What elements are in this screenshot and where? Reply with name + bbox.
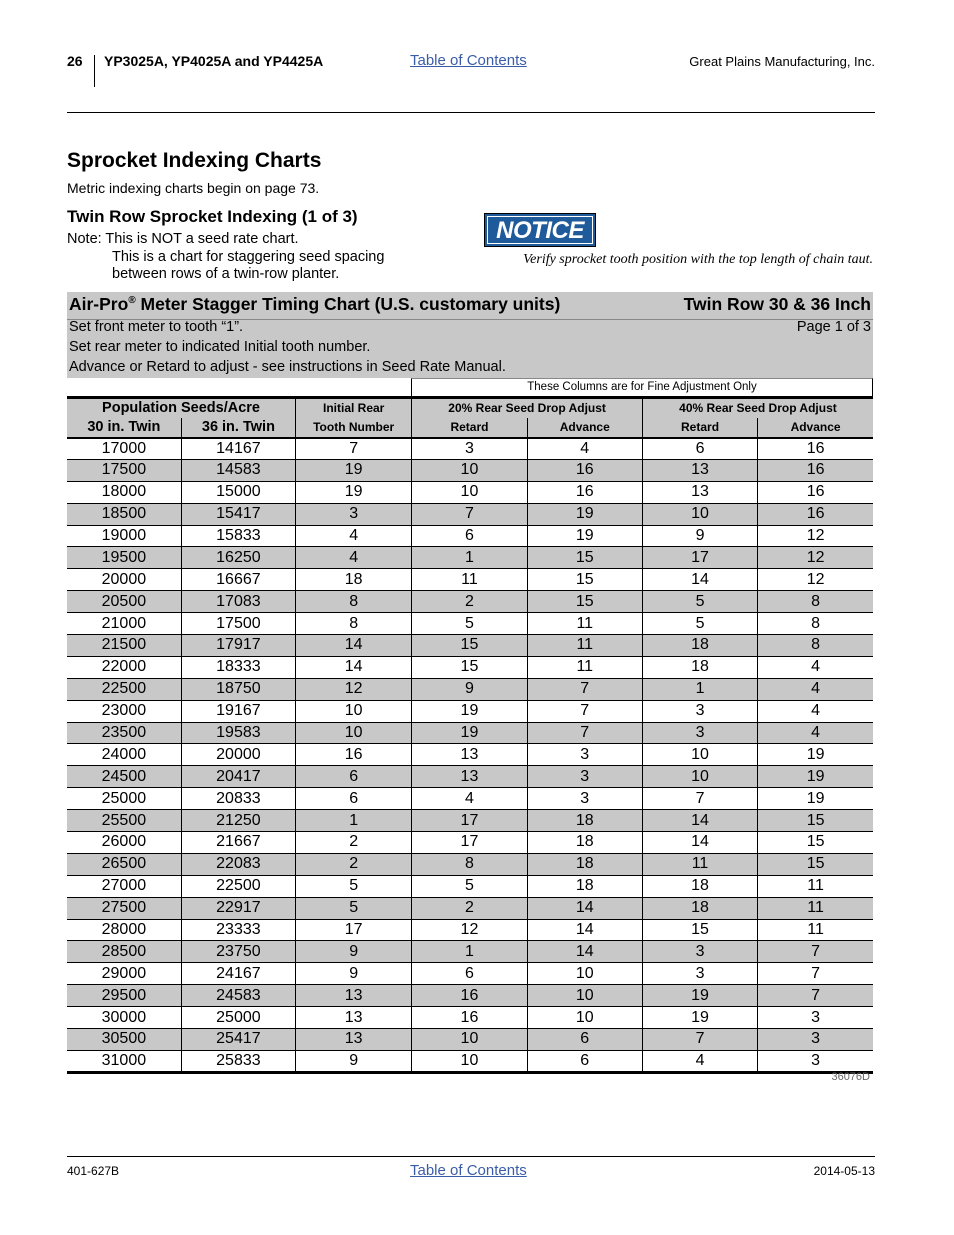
notice-text: Verify sprocket tooth position with the top length of chain taut. [523,252,873,267]
advance-20-cell: 10 [527,1007,642,1029]
advance-20-cell: 11 [527,613,642,635]
pop-30-cell: 23000 [67,700,181,722]
chart-instruction-2: Set rear meter to indicated Initial tooth number. [69,339,371,355]
retard-20-cell: 16 [412,1007,527,1029]
initial-tooth-cell: 17 [296,919,412,941]
retard-40-cell: 13 [642,481,757,503]
advance-40-cell: 15 [758,853,873,875]
pop-30-cell: 30000 [67,1007,181,1029]
footer-doc-number: 401-627B [67,1164,120,1178]
retard-20-cell: 10 [412,1050,527,1072]
retard-20-cell: 10 [412,1029,527,1051]
retard-40-cell: 14 [642,810,757,832]
table-row [67,525,873,547]
initial-tooth-cell: 4 [296,525,412,547]
advance-20-cell: 19 [527,525,642,547]
table-row [67,810,873,832]
retard-20-cell: 16 [412,985,527,1007]
retard-20-cell: 15 [412,656,527,678]
initial-tooth-cell: 3 [296,503,412,525]
retard-20-cell: 17 [412,832,527,854]
pop-30-cell: 29500 [67,985,181,1007]
pop-36-cell: 15833 [181,525,295,547]
table-row [67,1007,873,1029]
advance-40-cell: 11 [758,875,873,897]
chart-page-indicator: Page 1 of 3 [796,319,871,335]
pop-30-cell: 17000 [67,438,181,460]
table-row [67,853,873,875]
advance-20-cell: 3 [527,788,642,810]
retard-20-cell: 6 [412,963,527,985]
pop-36-cell: 22917 [181,897,295,919]
note-line: Note: This is NOT a seed rate chart. [67,231,299,247]
initial-tooth-cell: 2 [296,832,412,854]
advance-40-cell: 7 [758,941,873,963]
notice-badge [484,213,596,247]
advance-40-cell: 8 [758,635,873,657]
table-row [67,875,873,897]
population-header: Population Seeds/Acre [67,398,296,418]
note-block [67,231,384,284]
pop-36-cell: 21250 [181,810,295,832]
advance-40-cell: 12 [758,547,873,569]
pop-36-cell: 24583 [181,985,295,1007]
advance-20-cell: 7 [527,700,642,722]
table-row [67,438,873,460]
pop-30-cell: 21500 [67,635,181,657]
retard-40-cell: 10 [642,744,757,766]
adjust-20-header: 20% Rear Seed Drop Adjust [412,398,643,418]
initial-tooth-cell: 13 [296,1029,412,1051]
retard-20-cell: 2 [412,591,527,613]
advance-20-cell: 15 [527,547,642,569]
pop-30-cell: 25500 [67,810,181,832]
footer-toc-link[interactable]: Table of Contents [410,1162,527,1179]
pop-36-cell: 21667 [181,832,295,854]
retard-40-cell: 3 [642,700,757,722]
table-row [67,744,873,766]
pop-36-cell: 25833 [181,1050,295,1072]
advance-20-cell: 18 [527,810,642,832]
pop-36-cell: 17083 [181,591,295,613]
table-row [67,1029,873,1051]
advance-40-cell: 7 [758,963,873,985]
advance-20-cell: 10 [527,963,642,985]
advance-40-cell: 3 [758,1050,873,1072]
header-divider [94,55,95,87]
pop-36-cell: 22083 [181,853,295,875]
advance-20-cell: 6 [527,1029,642,1051]
advance-20-cell: 19 [527,503,642,525]
retard-40-cell: 14 [642,832,757,854]
retard-40-cell: 17 [642,547,757,569]
subsection-title: Twin Row Sprocket Indexing (1 of 3) [67,207,358,226]
retard-40-cell: 10 [642,766,757,788]
retard-40-cell: 5 [642,613,757,635]
initial-tooth-cell: 14 [296,635,412,657]
retard-20-cell: 7 [412,503,527,525]
table-row [67,547,873,569]
table-row [67,678,873,700]
adjust-40-header: 40% Rear Seed Drop Adjust [642,398,873,418]
retard-40-cell: 6 [642,438,757,460]
table-row [67,1050,873,1072]
pop-30-cell: 28500 [67,941,181,963]
chart-title-right: Twin Row 30 & 36 Inch [683,294,871,314]
pop-36-cell: 20833 [181,788,295,810]
table-body [67,438,873,1073]
advance-20-cell: 11 [527,656,642,678]
table-row [67,985,873,1007]
initial-tooth-cell: 19 [296,481,412,503]
initial-tooth-cell: 4 [296,547,412,569]
initial-tooth-cell: 13 [296,985,412,1007]
pop-30-cell: 22000 [67,656,181,678]
advance-40-cell: 7 [758,985,873,1007]
retard-40-header: Retard [642,418,757,438]
pop-36-cell: 16250 [181,547,295,569]
table-row [67,700,873,722]
retard-20-cell: 3 [412,438,527,460]
advance-20-cell: 3 [527,766,642,788]
advance-20-cell: 4 [527,438,642,460]
table-row [67,897,873,919]
table-row [67,722,873,744]
pop-30-cell: 27000 [67,875,181,897]
retard-20-cell: 5 [412,613,527,635]
retard-40-cell: 19 [642,985,757,1007]
retard-40-cell: 3 [642,722,757,744]
retard-20-cell: 12 [412,919,527,941]
retard-40-cell: 1 [642,678,757,700]
retard-40-cell: 18 [642,635,757,657]
pop-30-cell: 26000 [67,832,181,854]
footer-date: 2014-05-13 [813,1164,875,1178]
advance-20-cell: 16 [527,481,642,503]
retard-40-cell: 18 [642,656,757,678]
initial-tooth-cell: 10 [296,722,412,744]
retard-40-cell: 5 [642,591,757,613]
initial-tooth-cell: 1 [296,810,412,832]
table-row [67,481,873,503]
initial-tooth-cell: 14 [296,656,412,678]
retard-40-cell: 14 [642,569,757,591]
retard-40-cell: 3 [642,963,757,985]
advance-40-cell: 8 [758,613,873,635]
initial-tooth-cell: 9 [296,1050,412,1072]
advance-40-cell: 15 [758,832,873,854]
table-row [67,788,873,810]
initial-tooth-cell: 8 [296,591,412,613]
chart-instruction-3: Advance or Retard to adjust - see instructions in Seed Rate Manual. [69,359,506,375]
pop-30-cell: 22500 [67,678,181,700]
advance-20-cell: 18 [527,875,642,897]
advance-40-cell: 4 [758,722,873,744]
initial-tooth-cell: 13 [296,1007,412,1029]
retard-20-cell: 17 [412,810,527,832]
pop-36-cell: 23750 [181,941,295,963]
retard-40-cell: 4 [642,1050,757,1072]
intro-text: Metric indexing charts begin on page 73. [67,180,320,196]
pop-36-cell: 20000 [181,744,295,766]
initial-tooth-cell: 7 [296,438,412,460]
advance-40-cell: 19 [758,744,873,766]
initial-tooth-cell: 5 [296,897,412,919]
pop-36-cell: 14167 [181,438,295,460]
advance-40-cell: 16 [758,481,873,503]
advance-40-cell: 16 [758,438,873,460]
advance-20-cell: 14 [527,941,642,963]
table-row [67,613,873,635]
retard-20-cell: 4 [412,788,527,810]
retard-20-cell: 15 [412,635,527,657]
initial-rear-header-1: Initial Rear [296,398,412,418]
pop-30-cell: 31000 [67,1050,181,1072]
advance-20-cell: 15 [527,569,642,591]
chart-header [67,292,873,378]
retard-40-cell: 7 [642,1029,757,1051]
advance-40-cell: 19 [758,766,873,788]
advance-40-cell: 16 [758,459,873,481]
initial-tooth-cell: 18 [296,569,412,591]
initial-tooth-cell: 6 [296,766,412,788]
pop-30-cell: 17500 [67,459,181,481]
registered-mark: ® [128,295,136,307]
pop-36-cell: 25417 [181,1029,295,1051]
advance-20-cell: 7 [527,678,642,700]
advance-40-cell: 16 [758,503,873,525]
table-row [67,941,873,963]
retard-20-cell: 5 [412,875,527,897]
note-line: This is a chart for staggering seed spacing [112,248,385,265]
retard-40-cell: 19 [642,1007,757,1029]
retard-20-cell: 1 [412,941,527,963]
retard-20-cell: 9 [412,678,527,700]
table-row [67,766,873,788]
pop-36-cell: 24167 [181,963,295,985]
pop-30-cell: 28000 [67,919,181,941]
pop-30-cell: 18500 [67,503,181,525]
initial-tooth-cell: 6 [296,788,412,810]
retard-40-cell: 9 [642,525,757,547]
initial-tooth-cell: 9 [296,963,412,985]
retard-20-cell: 11 [412,569,527,591]
pop-30-cell: 20000 [67,569,181,591]
page-number: 26 [67,53,83,69]
advance-20-cell: 15 [527,591,642,613]
pop-36-cell: 17500 [181,613,295,635]
pop-36-cell: 23333 [181,919,295,941]
retard-20-cell: 2 [412,897,527,919]
retard-20-cell: 10 [412,459,527,481]
retard-20-cell: 10 [412,481,527,503]
header-rule [67,112,875,113]
advance-40-cell: 11 [758,919,873,941]
footer-rule [67,1156,875,1157]
initial-tooth-cell: 19 [296,459,412,481]
pop-36-cell: 20417 [181,766,295,788]
advance-40-cell: 4 [758,656,873,678]
pop-30-cell: 19500 [67,547,181,569]
advance-20-cell: 18 [527,832,642,854]
pop-30-cell: 18000 [67,481,181,503]
advance-20-cell: 16 [527,459,642,481]
pop-30-cell: 25000 [67,788,181,810]
pop-36-cell: 14583 [181,459,295,481]
initial-tooth-cell: 9 [296,941,412,963]
advance-20-header: Advance [527,418,642,438]
advance-40-cell: 3 [758,1029,873,1051]
table-row [67,635,873,657]
table-row [67,963,873,985]
advance-20-cell: 10 [527,985,642,1007]
initial-tooth-cell: 5 [296,875,412,897]
retard-20-cell: 19 [412,722,527,744]
pop-30-cell: 19000 [67,525,181,547]
pop-36-cell: 15000 [181,481,295,503]
advance-20-cell: 14 [527,919,642,941]
pop-36-cell: 15417 [181,503,295,525]
advance-40-header: Advance [758,418,873,438]
retard-20-cell: 19 [412,700,527,722]
retard-40-cell: 10 [642,503,757,525]
chart-title-rest: Meter Stagger Timing Chart (U.S. customary units) [135,294,561,314]
initial-tooth-cell: 2 [296,853,412,875]
retard-40-cell: 11 [642,853,757,875]
header-toc-link[interactable]: Table of Contents [410,52,527,69]
retard-20-cell: 6 [412,525,527,547]
advance-40-cell: 12 [758,525,873,547]
chart-instruction-1: Set front meter to tooth “1”. [69,319,244,335]
pop-30-cell: 29000 [67,963,181,985]
retard-20-header: Retard [412,418,527,438]
table-row [67,569,873,591]
pop-36-cell: 25000 [181,1007,295,1029]
pop-30-cell: 26500 [67,853,181,875]
col-30-twin-header: 30 in. Twin [67,418,181,438]
pop-30-cell: 30500 [67,1029,181,1051]
advance-20-cell: 3 [527,744,642,766]
pop-30-cell: 24000 [67,744,181,766]
advance-40-cell: 8 [758,591,873,613]
table-row [67,503,873,525]
retard-40-cell: 7 [642,788,757,810]
table-row [67,591,873,613]
retard-40-cell: 13 [642,459,757,481]
pop-36-cell: 18333 [181,656,295,678]
retard-40-cell: 18 [642,897,757,919]
retard-40-cell: 3 [642,941,757,963]
table-row [67,919,873,941]
initial-tooth-cell: 16 [296,744,412,766]
chart-title-brand: Air-Pro [69,294,129,314]
advance-20-cell: 6 [527,1050,642,1072]
pop-36-cell: 19583 [181,722,295,744]
pop-36-cell: 17917 [181,635,295,657]
col-36-twin-header: 36 in. Twin [181,418,295,438]
initial-tooth-cell: 12 [296,678,412,700]
retard-20-cell: 8 [412,853,527,875]
retard-20-cell: 1 [412,547,527,569]
pop-36-cell: 19167 [181,700,295,722]
advance-40-cell: 3 [758,1007,873,1029]
header-company: Great Plains Manufacturing, Inc. [689,54,875,69]
pop-36-cell: 22500 [181,875,295,897]
note-line: between rows of a twin-row planter. [112,266,340,282]
table-row [67,832,873,854]
advance-20-cell: 7 [527,722,642,744]
advance-20-cell: 18 [527,853,642,875]
stagger-timing-table [67,396,873,1074]
pop-30-cell: 27500 [67,897,181,919]
section-title: Sprocket Indexing Charts [67,149,322,172]
pop-36-cell: 18750 [181,678,295,700]
retard-40-cell: 15 [642,919,757,941]
pop-30-cell: 20500 [67,591,181,613]
initial-tooth-cell: 10 [296,700,412,722]
pop-30-cell: 21000 [67,613,181,635]
retard-20-cell: 13 [412,744,527,766]
fine-adjustment-note: These Columns are for Fine Adjustment Only [411,378,873,396]
advance-40-cell: 15 [758,810,873,832]
header-models: YP3025A, YP4025A and YP4425A [104,53,324,69]
advance-40-cell: 19 [758,788,873,810]
retard-40-cell: 18 [642,875,757,897]
notice-label: NOTICE [487,216,593,244]
pop-30-cell: 24500 [67,766,181,788]
advance-20-cell: 14 [527,897,642,919]
figure-code: 36076D [831,1071,870,1083]
pop-30-cell: 23500 [67,722,181,744]
initial-rear-header-2: Tooth Number [296,418,412,438]
advance-40-cell: 12 [758,569,873,591]
retard-20-cell: 13 [412,766,527,788]
pop-36-cell: 16667 [181,569,295,591]
advance-40-cell: 4 [758,678,873,700]
advance-20-cell: 11 [527,635,642,657]
table-row [67,656,873,678]
table-row [67,459,873,481]
advance-40-cell: 11 [758,897,873,919]
chart-title [69,294,560,315]
initial-tooth-cell: 8 [296,613,412,635]
advance-40-cell: 4 [758,700,873,722]
